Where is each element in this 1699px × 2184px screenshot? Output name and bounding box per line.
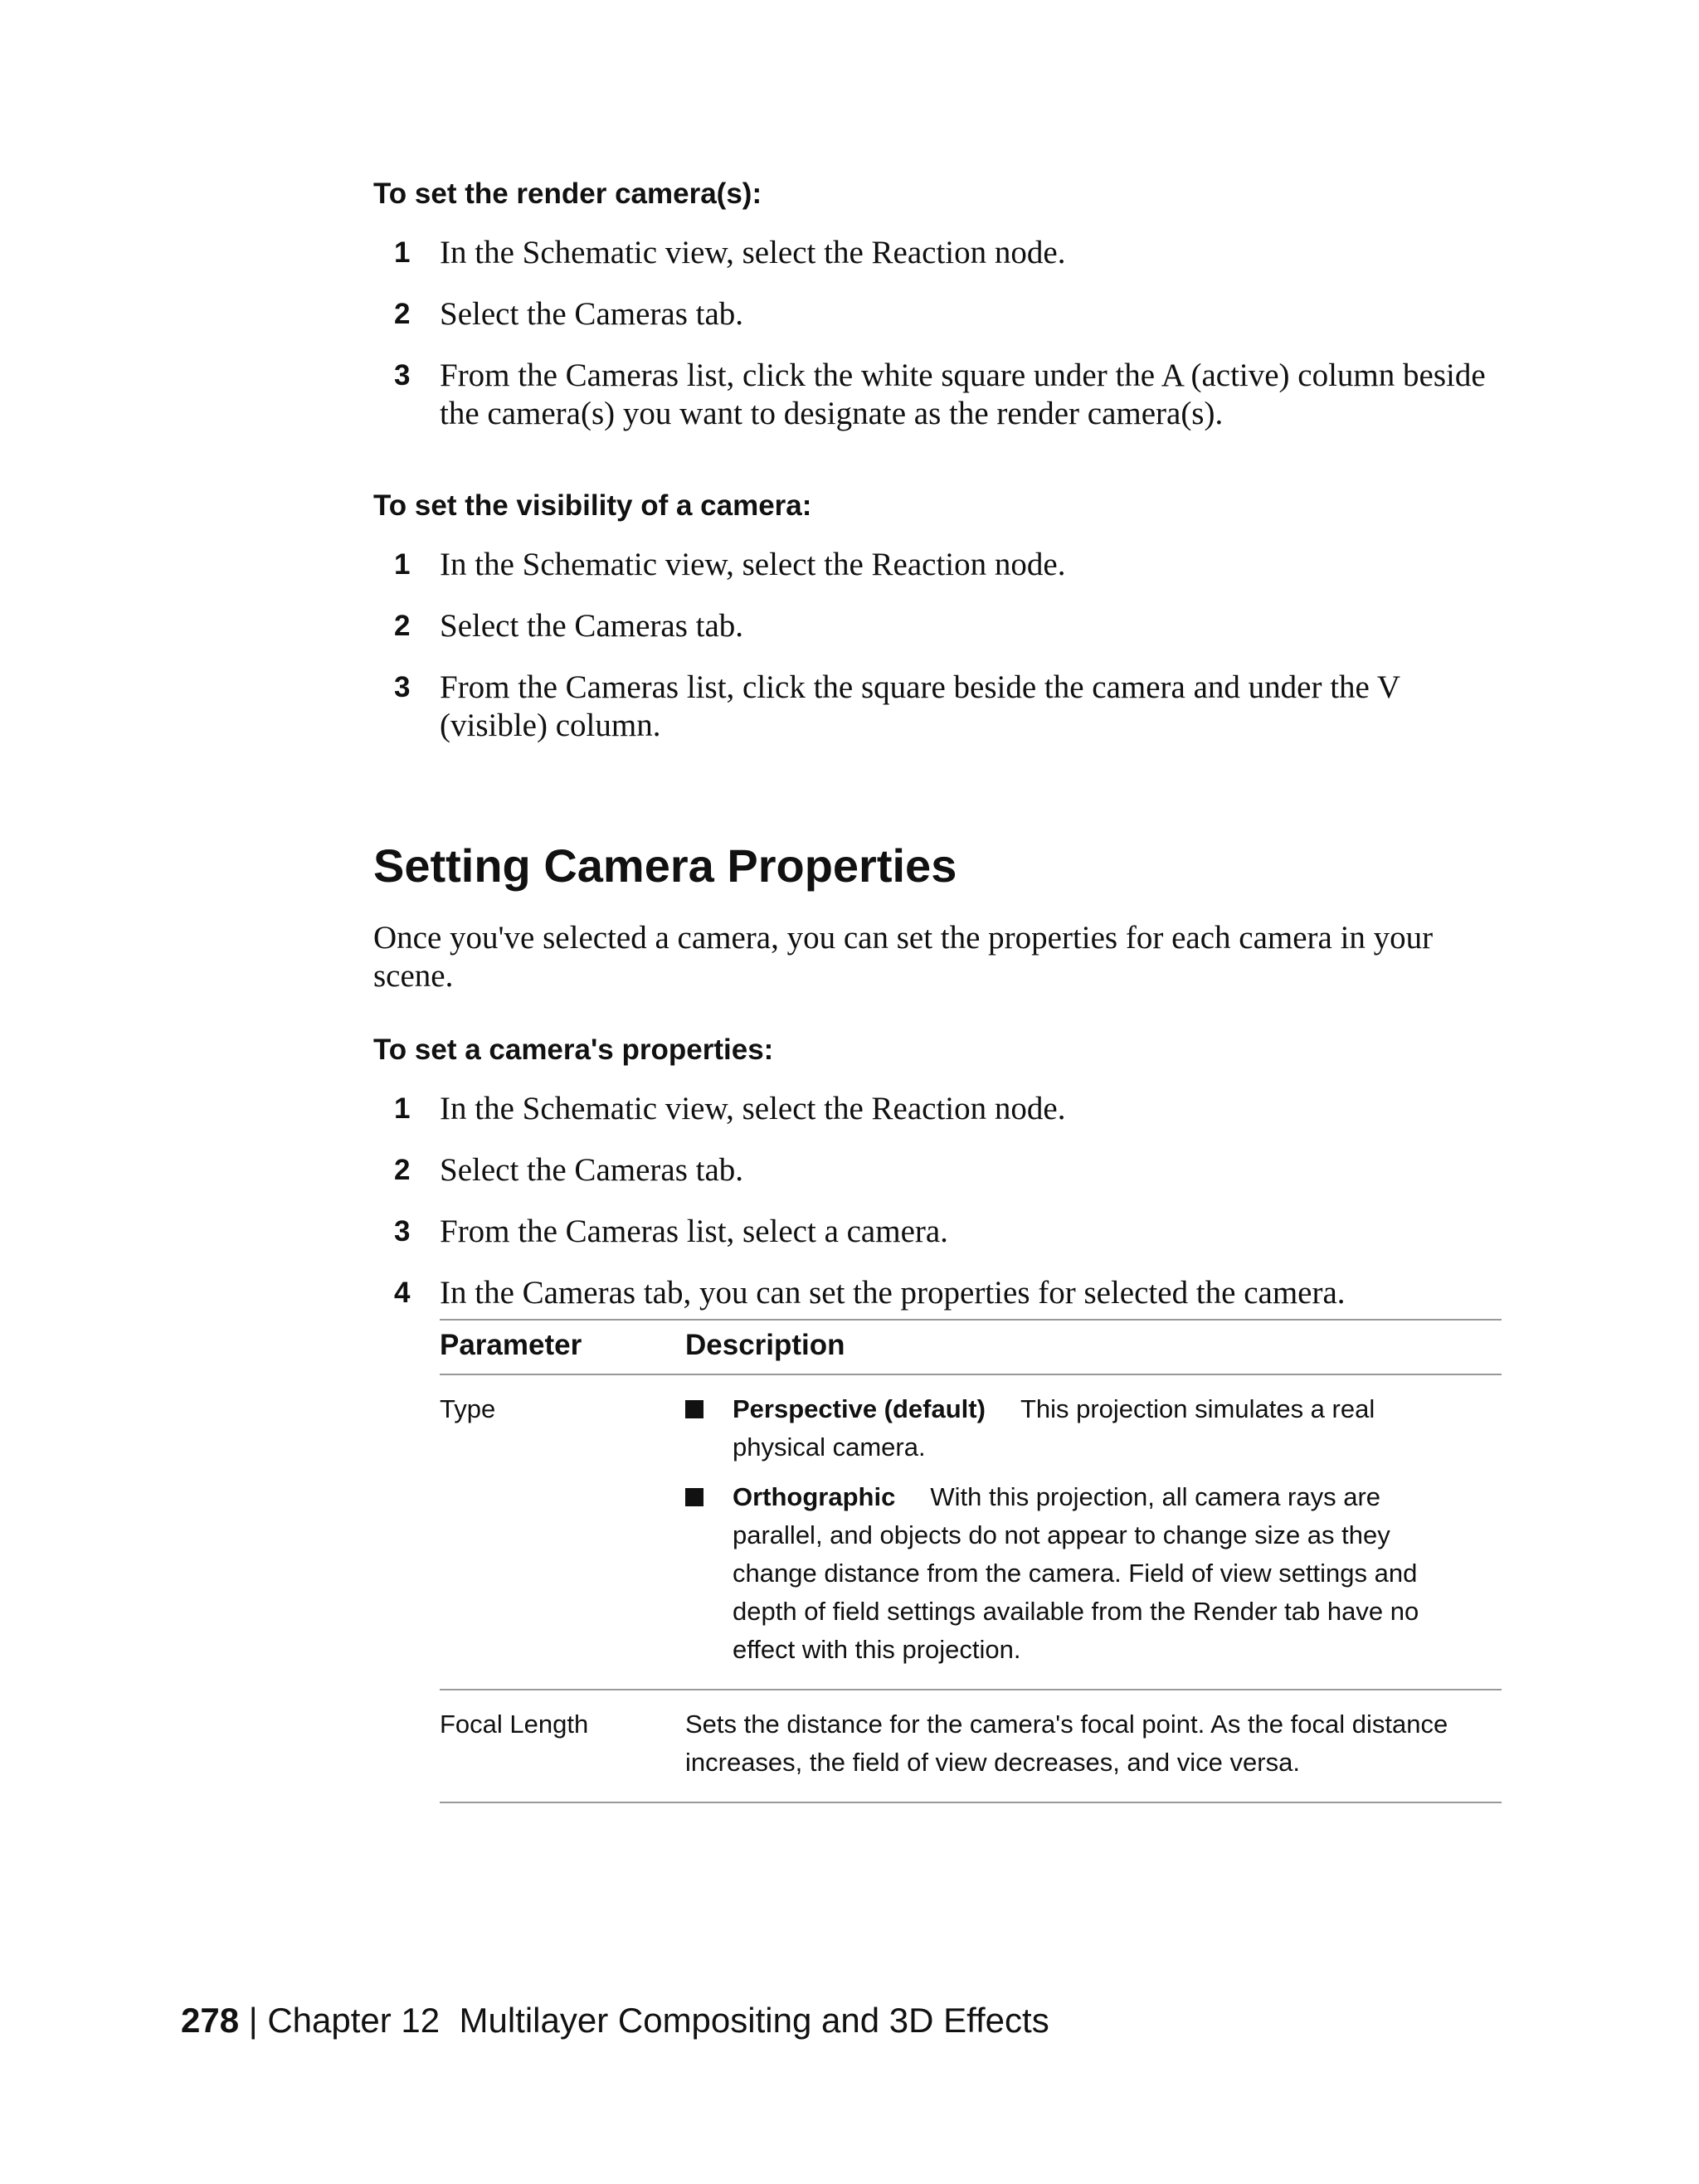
table-row — [440, 1690, 1502, 1802]
list-item — [373, 1213, 1502, 1251]
table-row — [440, 1374, 1502, 1690]
step-number: 2 — [394, 298, 411, 330]
step-text: In the Schematic view, select the Reaction node. — [440, 235, 1066, 270]
chapter-title: Multilayer Compositing and 3D Effects — [459, 2001, 1049, 2040]
chapter-label: Chapter 12 — [267, 2001, 441, 2040]
option-text: With this projection, all camera rays are parallel, and objects do not appear to change size as they change distance from the camera. Field of view settings and depth of field settings available from the Render tab have no effect with this projection. — [733, 1482, 1419, 1664]
step-number: 3 — [394, 359, 411, 392]
procedure-heading: To set the visibility of a camera: — [373, 489, 812, 522]
step-text: In the Schematic view, select the Reaction node. — [440, 547, 1066, 582]
step-number: 1 — [394, 1092, 411, 1125]
list-item — [373, 295, 1502, 333]
list-item — [373, 1090, 1502, 1128]
parameter-description: Sets the distance for the camera's focal point. As the focal distance increases, the field of view decreases, and vice versa. — [685, 1690, 1502, 1802]
list-item — [373, 1274, 1502, 1312]
step-text: From the Cameras list, click the white square under the A (active) column beside the camera(s) you want to designate as the render camera(s). — [440, 358, 1486, 431]
parameter-table — [440, 1319, 1502, 1803]
table-header-row — [440, 1320, 1502, 1374]
step-list — [373, 1090, 1502, 1312]
step-number: 3 — [394, 671, 411, 703]
procedure-camera-visibility — [373, 488, 1502, 768]
list-item — [373, 607, 1502, 645]
list-item — [373, 357, 1510, 433]
option-term: Perspective (default) — [733, 1394, 986, 1423]
parameter-description — [685, 1374, 1502, 1690]
list-item — [373, 234, 1502, 272]
section-intro: Once you've selected a camera, you can set the properties for each camera in your scene. — [373, 920, 1434, 994]
list-item — [373, 1151, 1502, 1189]
list-item — [373, 546, 1502, 584]
square-bullet-icon — [685, 1488, 703, 1506]
step-number: 2 — [394, 1154, 411, 1186]
section-title: Setting Camera Properties — [373, 839, 957, 892]
column-header-description: Description — [685, 1320, 1502, 1374]
step-list — [373, 546, 1502, 745]
procedure-camera-properties — [373, 1032, 1502, 1312]
procedure-heading: To set the render camera(s): — [373, 178, 762, 210]
procedure-render-camera — [373, 176, 1502, 456]
step-list — [373, 234, 1502, 433]
step-text: In the Cameras tab, you can set the properties for selected the camera. — [440, 1275, 1346, 1311]
parameter-name: Type — [440, 1374, 685, 1690]
list-item — [373, 669, 1510, 745]
list-item — [685, 1390, 1468, 1467]
square-bullet-icon — [685, 1400, 703, 1418]
step-text: Select the Cameras tab. — [440, 296, 744, 332]
step-text: From the Cameras list, click the square beside the camera and under the V (visible) column. — [440, 669, 1400, 743]
step-text: Select the Cameras tab. — [440, 608, 744, 644]
page-number: 278 — [181, 2001, 240, 2040]
column-header-parameter: Parameter — [440, 1320, 685, 1374]
option-list — [685, 1390, 1502, 1669]
step-number: 2 — [394, 610, 411, 642]
step-text: In the Schematic view, select the Reaction node. — [440, 1091, 1066, 1126]
step-number: 1 — [394, 548, 411, 581]
step-number: 1 — [394, 236, 411, 269]
parameter-name: Focal Length — [440, 1690, 685, 1802]
page-footer — [181, 1997, 1049, 2044]
step-text: Select the Cameras tab. — [440, 1152, 744, 1188]
list-item — [685, 1478, 1468, 1669]
procedure-heading: To set a camera's properties: — [373, 1034, 774, 1066]
step-number: 4 — [394, 1277, 411, 1309]
step-number: 3 — [394, 1215, 411, 1248]
option-text: This projection simulates a real physical camera. — [733, 1394, 1375, 1462]
option-term: Orthographic — [733, 1482, 896, 1511]
step-text: From the Cameras list, select a camera. — [440, 1214, 948, 1249]
footer-separator: | — [248, 2001, 258, 2040]
